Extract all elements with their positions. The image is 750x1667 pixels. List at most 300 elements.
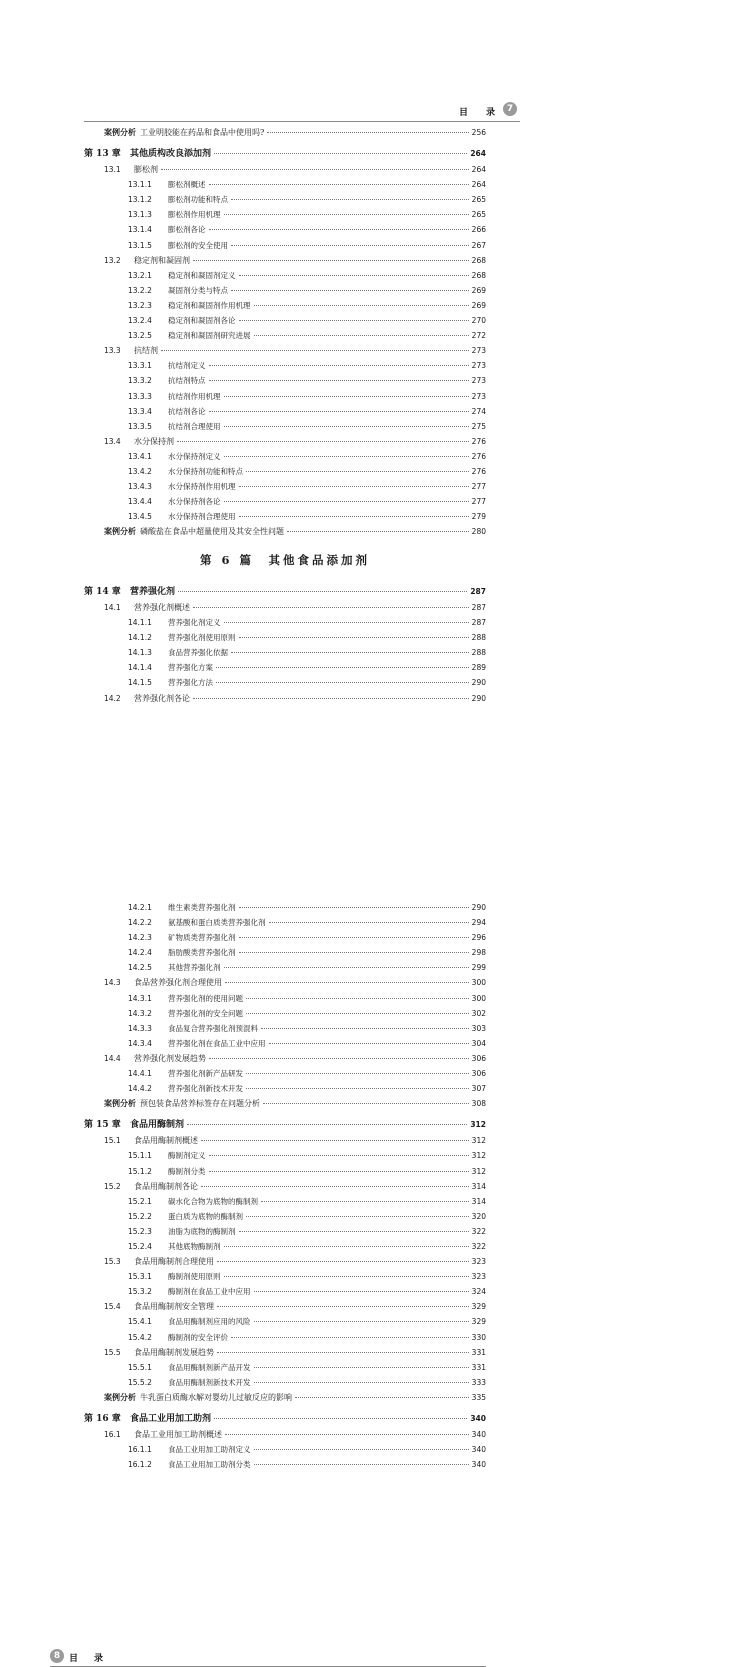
toc-entry-number: 15.3.2 (128, 1287, 152, 1297)
toc-entry-number: 14.2.5 (128, 963, 152, 973)
toc-entry-sub (84, 1271, 486, 1286)
toc-page-7 (0, 0, 750, 773)
toc-entry-sub (84, 1286, 486, 1301)
toc-entry-number: 14.2.4 (128, 948, 152, 958)
toc-entry-number: 14.3.1 (128, 993, 152, 1003)
dot-leader (224, 501, 469, 502)
toc-entry-number: 15.2.3 (128, 1226, 152, 1236)
dot-leader (217, 1261, 469, 1262)
toc-entry-page: 264 (471, 165, 486, 175)
toc-entry-sub (84, 511, 486, 526)
toc-entry-title: 工业明胶能在药品和食品中使用吗? (140, 128, 265, 137)
toc-entry-number: 13.3 (104, 346, 121, 356)
toc-entry-title: 膨松剂功能和特点 (168, 195, 228, 205)
toc-entry-title: 磷酸盐在食品中超量使用及其安全性问题 (140, 527, 284, 537)
toc-entry-sub (84, 1166, 486, 1181)
dot-leader (224, 967, 469, 968)
toc-entry-title: 氨基酸和蛋白质类营养强化剂 (168, 918, 266, 928)
toc-entry-number: 14.1.4 (128, 663, 152, 673)
toc-entry-title: 凝固剂分类与特点 (168, 285, 228, 295)
toc-entry-title: 营养强化方案 (168, 663, 213, 673)
toc-entry-sub (84, 421, 486, 436)
toc-entry-page: 274 (471, 406, 486, 416)
toc-entry-sub (84, 1038, 486, 1053)
toc-entry-sub (84, 270, 486, 285)
toc-entry-page: 322 (471, 1241, 486, 1251)
toc-entry-page: 287 (471, 603, 486, 612)
toc-entry-page: 276 (471, 466, 486, 476)
dot-leader (239, 637, 469, 638)
dot-leader (209, 1171, 469, 1172)
dot-leader (295, 1397, 469, 1398)
toc-entry-number: 13.2.3 (128, 300, 152, 310)
page-number-badge: 8 (50, 1649, 64, 1663)
toc-entry-page: 329 (471, 1302, 486, 1312)
toc-entry-number: 14.4 (104, 1053, 121, 1063)
dot-leader (246, 1088, 469, 1089)
toc-entry-number: 13.3.1 (128, 361, 152, 371)
toc-entry-sub (84, 917, 486, 932)
toc-entry-title: 稳定剂和凝固剂 (134, 255, 190, 265)
toc-entry-page: 280 (471, 527, 486, 537)
dot-leader (246, 1216, 469, 1217)
dot-leader (209, 184, 469, 185)
toc-entry-sub (84, 1241, 486, 1256)
dot-leader (177, 441, 469, 442)
toc-entry-case (84, 526, 486, 541)
toc-entry-title: 膨松剂各论 (168, 225, 206, 235)
dot-leader (193, 260, 469, 261)
toc-entry-number: 案例分析 (104, 1391, 136, 1402)
toc-entry-sub (84, 496, 486, 511)
toc-entry-number: 13.2.1 (128, 270, 152, 280)
toc-entry-case (84, 1392, 486, 1407)
toc-entry-title: 营养强化剂新技术开发 (168, 1084, 243, 1094)
toc-entry-page: 268 (471, 255, 486, 265)
dot-leader (224, 456, 469, 457)
toc-entry-sub (84, 451, 486, 466)
toc-entry-page: 331 (471, 1347, 486, 1357)
toc-entry-case (84, 127, 486, 142)
dot-leader (201, 1186, 469, 1187)
toc-entry-sub (84, 932, 486, 947)
toc-entry-section (84, 255, 486, 270)
toc-entry-number: 13.1.5 (128, 240, 152, 250)
dot-leader (231, 652, 469, 653)
dot-leader (209, 1058, 469, 1059)
dot-leader (225, 1434, 469, 1435)
toc-entry-page: 269 (471, 300, 486, 310)
dot-leader (214, 1418, 467, 1419)
toc-entry-chapter (84, 1113, 486, 1135)
dot-leader (201, 1140, 469, 1141)
dot-leader (231, 1337, 469, 1338)
toc-entry-page: 314 (471, 1181, 486, 1191)
toc-entry-number: 15.4 (104, 1302, 121, 1312)
dot-leader (246, 998, 469, 999)
toc-entry-title: 膨松剂概述 (168, 180, 206, 190)
toc-entry-title: 稳定剂和凝固剂作用机理 (168, 300, 251, 310)
toc-entry-number: 案例分析 (104, 127, 136, 137)
toc-entry-number: 13.3.5 (128, 421, 152, 431)
dot-leader (246, 1013, 469, 1014)
toc-entry-case (84, 1098, 486, 1113)
dot-leader (209, 365, 469, 366)
toc-entry-title: 预包装食品营养标签存在问题分析 (140, 1099, 260, 1109)
toc-entry-sub (84, 1459, 486, 1474)
toc-entry-number: 14.4.1 (128, 1069, 152, 1079)
toc-entry-sub (84, 1150, 486, 1165)
toc-entry-page: 312 (470, 1120, 486, 1130)
dot-leader (216, 667, 469, 668)
toc-entry-section (84, 436, 486, 451)
toc-entry-page: 273 (471, 346, 486, 356)
toc-entry-page: 329 (471, 1317, 486, 1327)
toc-entry-number: 15.1.2 (128, 1166, 152, 1176)
toc-entry-number: 14.3.4 (128, 1038, 152, 1048)
toc-entry-title: 膨松剂 (134, 165, 158, 175)
toc-entry-title: 矿物质类营养强化剂 (168, 933, 236, 943)
header-label-mu: 目 (459, 108, 469, 118)
toc-entry-number: 13.3.3 (128, 391, 152, 401)
toc-entry-title: 营养强化剂概述 (134, 603, 190, 612)
page-number-badge: 7 (503, 102, 517, 116)
dot-leader (225, 982, 469, 983)
toc-entry-page: 312 (471, 1151, 486, 1161)
toc-entry-section (84, 977, 486, 992)
toc-entry-number: 15.1 (104, 1136, 121, 1146)
dot-leader (239, 907, 469, 908)
toc-entry-number: 15.5 (104, 1347, 121, 1357)
dot-leader (239, 937, 469, 938)
toc-entry-title: 其他营养强化剂 (168, 963, 221, 973)
toc-entry-sub (84, 962, 486, 977)
toc-entry-title: 食品工业用加工助剂定义 (168, 1445, 251, 1455)
toc-entry-sub (84, 240, 486, 255)
toc-entry-page: 312 (471, 1136, 486, 1146)
dot-leader (246, 1073, 469, 1074)
toc-entry-title: 食品工业用加工助剂分类 (168, 1460, 251, 1470)
toc-entry-number: 14.1.1 (128, 618, 152, 628)
toc-entry-sub (84, 1377, 486, 1392)
toc-entry-page: 323 (471, 1272, 486, 1282)
dot-leader (239, 320, 469, 321)
toc-entry-number: 13.3.4 (128, 406, 152, 416)
toc-entry-title: 酶制剂分类 (168, 1166, 206, 1176)
toc-entry-number: 13.1.1 (128, 180, 152, 190)
toc-entry-page: 273 (471, 391, 486, 401)
toc-entry-sub (84, 406, 486, 421)
dot-leader (161, 169, 469, 170)
toc-entry-title: 营养强化剂在食品工业中应用 (168, 1038, 266, 1048)
toc-entry-number: 13.4.5 (128, 512, 152, 522)
toc-entry-title: 营养强化剂的使用问题 (168, 993, 243, 1003)
toc-entry-sub (84, 1444, 486, 1459)
toc-entry-page: 340 (471, 1445, 486, 1455)
toc-entry-number: 13.1 (104, 165, 121, 175)
toc-entry-title: 食品用酶制剂概述 (134, 1136, 198, 1146)
toc-entry-number: 14.2.1 (128, 903, 152, 912)
toc-entry-sub (84, 375, 486, 390)
toc-entry-title: 水分保持剂作用机理 (168, 482, 236, 492)
part-title: 第 6 篇 其他食品添加剂 (199, 553, 370, 567)
toc-entry-title: 酶制剂使用原则 (168, 1272, 221, 1282)
toc-entry-page: 331 (471, 1362, 486, 1372)
toc-entry-number: 13.4.2 (128, 466, 152, 476)
toc-entry-section (84, 1135, 486, 1150)
toc-entry-title: 食品用酶制剂安全管理 (134, 1302, 214, 1312)
toc-entry-page: 307 (471, 1084, 486, 1094)
toc-entry-number: 14.1.5 (128, 678, 152, 688)
toc-entry-sub (84, 902, 486, 917)
toc-entry-page: 304 (471, 1038, 486, 1048)
toc-entry-sub (84, 315, 486, 330)
toc-entry-sub (84, 617, 486, 632)
toc-entry-title: 抗结剂各论 (168, 406, 206, 416)
dot-leader (209, 1155, 469, 1156)
toc-entry-page: 300 (471, 978, 486, 988)
toc-entry-title: 营养强化剂的安全问题 (168, 1008, 243, 1018)
toc-entry-page: 277 (471, 497, 486, 507)
toc-entry-section (84, 1256, 486, 1271)
dot-leader (263, 1103, 469, 1104)
toc-entry-title: 抗结剂作用机理 (168, 391, 221, 401)
toc-entry-title: 抗结剂 (134, 346, 158, 356)
dot-leader (267, 132, 468, 133)
toc-entry-section (84, 602, 486, 617)
dot-leader (209, 229, 469, 230)
toc-entry-page: 287 (470, 587, 486, 596)
toc-entry-sub (84, 947, 486, 962)
toc-entry-page: 277 (471, 482, 486, 492)
toc-entry-page: 275 (471, 421, 486, 431)
toc-entry-title: 营养强化方法 (168, 678, 213, 688)
dot-leader (216, 682, 469, 683)
toc-entry-number: 15.2.2 (128, 1211, 152, 1221)
dot-leader (254, 1382, 469, 1383)
toc-entry-sub (84, 993, 486, 1008)
toc-entry-section (84, 1053, 486, 1068)
toc-entry-title: 其他质构改良添加剂 (130, 149, 212, 160)
toc-entry-sub (84, 466, 486, 481)
toc-entry-page: 265 (471, 210, 486, 220)
toc-entry-title: 脂肪酸类营养强化剂 (168, 948, 236, 958)
dot-leader (261, 1201, 469, 1202)
toc-entry-number: 14.2.2 (128, 918, 152, 928)
toc-entry-section (84, 345, 486, 360)
toc-entry-title: 营养强化剂使用原则 (168, 633, 236, 643)
toc-entry-number: 13.4.4 (128, 497, 152, 507)
toc-entry-page: 265 (471, 195, 486, 205)
dot-leader (224, 214, 469, 215)
toc-entry-number: 15.3 (104, 1257, 121, 1267)
dot-leader (254, 335, 469, 336)
toc-entry-sub (84, 1316, 486, 1331)
dot-leader (287, 531, 469, 532)
toc-entry-page: 272 (471, 331, 486, 341)
toc-entry-title: 抗结剂定义 (168, 361, 206, 371)
dot-leader (261, 1028, 469, 1029)
toc-entry-title: 牛乳蛋白质酶水解对婴幼儿过敏反应的影响 (140, 1392, 292, 1402)
toc-entry-number: 14.1 (104, 603, 121, 612)
toc-entry-number: 15.1.1 (128, 1151, 152, 1161)
running-header (50, 1645, 486, 1667)
toc-entry-chapter (84, 1407, 486, 1429)
toc-entry-sub (84, 360, 486, 375)
dot-leader (209, 380, 469, 381)
toc-entry-number: 16.1.1 (128, 1445, 152, 1455)
toc-entry-chapter (84, 142, 486, 164)
toc-entry-sub (84, 209, 486, 224)
toc-entry-section (84, 693, 486, 708)
toc-entry-page: 270 (471, 316, 486, 326)
toc-entry-number: 14.1.2 (128, 633, 152, 643)
toc-entry-title: 酶制剂的安全评价 (168, 1332, 228, 1342)
toc-entry-number: 14.2.3 (128, 933, 152, 943)
toc-entry-title: 营养强化剂新产品研发 (168, 1069, 243, 1079)
toc-entry-title: 维生素类营养强化剂 (168, 903, 236, 912)
dot-leader (254, 1464, 469, 1465)
toc-entry-section (84, 1181, 486, 1196)
toc-entry-number: 14.3 (104, 978, 121, 988)
dot-leader (239, 1231, 469, 1232)
toc-entry-title: 营养强化剂发展趋势 (134, 1053, 206, 1063)
toc-entry-sub (84, 1023, 486, 1038)
toc-entry-number: 14.2 (104, 693, 121, 703)
toc-entry-sub (84, 179, 486, 194)
toc-entry-page: 300 (471, 993, 486, 1003)
toc-entry-title: 食品用酶制剂各论 (134, 1181, 198, 1191)
toc-entry-section (84, 1301, 486, 1316)
header-label-lu: 录 (486, 108, 496, 118)
toc-entry-number: 14.3.2 (128, 1008, 152, 1018)
toc-entry-title: 水分保持剂功能和特点 (168, 466, 243, 476)
toc-entry-page: 268 (471, 270, 486, 280)
toc-entry-sub (84, 300, 486, 315)
toc-entry-sub (84, 1196, 486, 1211)
toc-entry-number: 13.1.4 (128, 225, 152, 235)
toc-entry-page: 314 (471, 1196, 486, 1206)
toc-entry-title: 营养强化剂各论 (134, 693, 190, 703)
toc-entry-title: 食品用酶制剂 (130, 1120, 185, 1131)
toc-entry-page: 276 (471, 451, 486, 461)
toc-entry-sub (84, 632, 486, 647)
toc-entry-number: 13.2.2 (128, 285, 152, 295)
toc-entry-page: 266 (471, 225, 486, 235)
toc-entry-title: 膨松剂作用机理 (168, 210, 221, 220)
toc-entry-sub (84, 1211, 486, 1226)
toc-entry-page: 273 (471, 376, 486, 386)
toc-entry-title: 水分保持剂各论 (168, 497, 221, 507)
toc-entry-page: 306 (471, 1069, 486, 1079)
toc-entry-title: 水分保持剂定义 (168, 451, 221, 461)
dot-leader (254, 1321, 469, 1322)
toc-entry-title: 稳定剂和凝固剂研究进展 (168, 331, 251, 341)
toc-entry-number: 13.2 (104, 255, 121, 265)
toc-entry-title: 其他底物酶制剂 (168, 1241, 221, 1251)
dot-leader (269, 922, 469, 923)
toc-entry-page: 276 (471, 436, 486, 446)
toc-entry-page: 288 (471, 648, 486, 658)
toc-entry-number: 15.3.1 (128, 1272, 152, 1282)
toc-entry-number: 15.4.2 (128, 1332, 152, 1342)
toc-entry-page: 340 (471, 1430, 486, 1439)
toc-entry-title: 营养强化剂 (130, 587, 176, 597)
toc-entry-page: 298 (471, 948, 486, 958)
toc-entry-number: 第 15 章 (84, 1120, 121, 1131)
toc-entry-page: 256 (471, 128, 486, 137)
toc-entry-title: 食品用酶制剂新技术开发 (168, 1377, 251, 1387)
toc-entry-sub (84, 1362, 486, 1377)
toc-entry-page: 273 (471, 361, 486, 371)
dot-leader (224, 1246, 469, 1247)
toc-entry-sub (84, 1068, 486, 1083)
running-header (84, 100, 520, 122)
dot-leader (254, 1449, 469, 1450)
toc-entry-page: 340 (470, 1414, 486, 1423)
toc-entry-page: 333 (471, 1377, 486, 1387)
toc-entry-page: 306 (471, 1053, 486, 1063)
toc-entry-page: 287 (471, 618, 486, 628)
toc-entry-sub (84, 224, 486, 239)
toc-entry-number: 13.2.4 (128, 316, 152, 326)
toc-entry-title: 食品用酶制剂新产品开发 (168, 1362, 251, 1372)
dot-leader (217, 1306, 469, 1307)
toc-entry-sub (84, 194, 486, 209)
toc-entry-number: 13.4.3 (128, 482, 152, 492)
header-rule (84, 121, 520, 122)
toc-entry-number: 16.1.2 (128, 1460, 152, 1470)
toc-entry-section (84, 1347, 486, 1362)
dot-leader (193, 698, 469, 699)
dot-leader (209, 411, 469, 412)
toc-entry-number: 第 14 章 (84, 587, 121, 597)
toc-entry-page: 335 (471, 1392, 486, 1402)
toc-entry-number: 13.2.5 (128, 331, 152, 341)
dot-leader (231, 290, 469, 291)
toc-entry-sub (84, 1332, 486, 1347)
toc-entry-title: 稳定剂和凝固剂各论 (168, 316, 236, 326)
toc-entry-chapter (84, 580, 486, 602)
toc-entry-number: 14.3.3 (128, 1023, 152, 1033)
toc-entry-page: 288 (471, 633, 486, 643)
toc-entry-page: 279 (471, 512, 486, 522)
toc-entry-page: 303 (471, 1023, 486, 1033)
toc-entry-title: 膨松剂的安全使用 (168, 240, 228, 250)
dot-leader (214, 153, 467, 154)
toc-entry-number: 第 16 章 (84, 1414, 121, 1424)
toc-entry-title: 食品复合营养强化剂预混料 (168, 1023, 258, 1033)
toc-entry-page: 320 (471, 1211, 486, 1221)
toc-entry-title: 碳水化合物为底物的酶制剂 (168, 1196, 258, 1206)
toc-entry-sub (84, 391, 486, 406)
toc-entry-title: 水分保持剂合理使用 (168, 512, 236, 522)
dot-leader (193, 607, 469, 608)
dot-leader (224, 622, 469, 623)
dot-leader (231, 245, 469, 246)
toc-entry-page: 308 (471, 1099, 486, 1109)
toc-entry-title: 酶制剂在食品工业中应用 (168, 1287, 251, 1297)
header-label-mu: 目 (69, 1654, 79, 1664)
toc-entry-section (84, 1429, 486, 1444)
dot-leader (246, 471, 469, 472)
toc-entry-number: 13.1.3 (128, 210, 152, 220)
toc-entry-sub (84, 285, 486, 300)
dot-leader (269, 1043, 469, 1044)
dot-leader (217, 1352, 469, 1353)
toc-entry-page: 302 (471, 1008, 486, 1018)
toc-entry-sub (84, 1083, 486, 1098)
